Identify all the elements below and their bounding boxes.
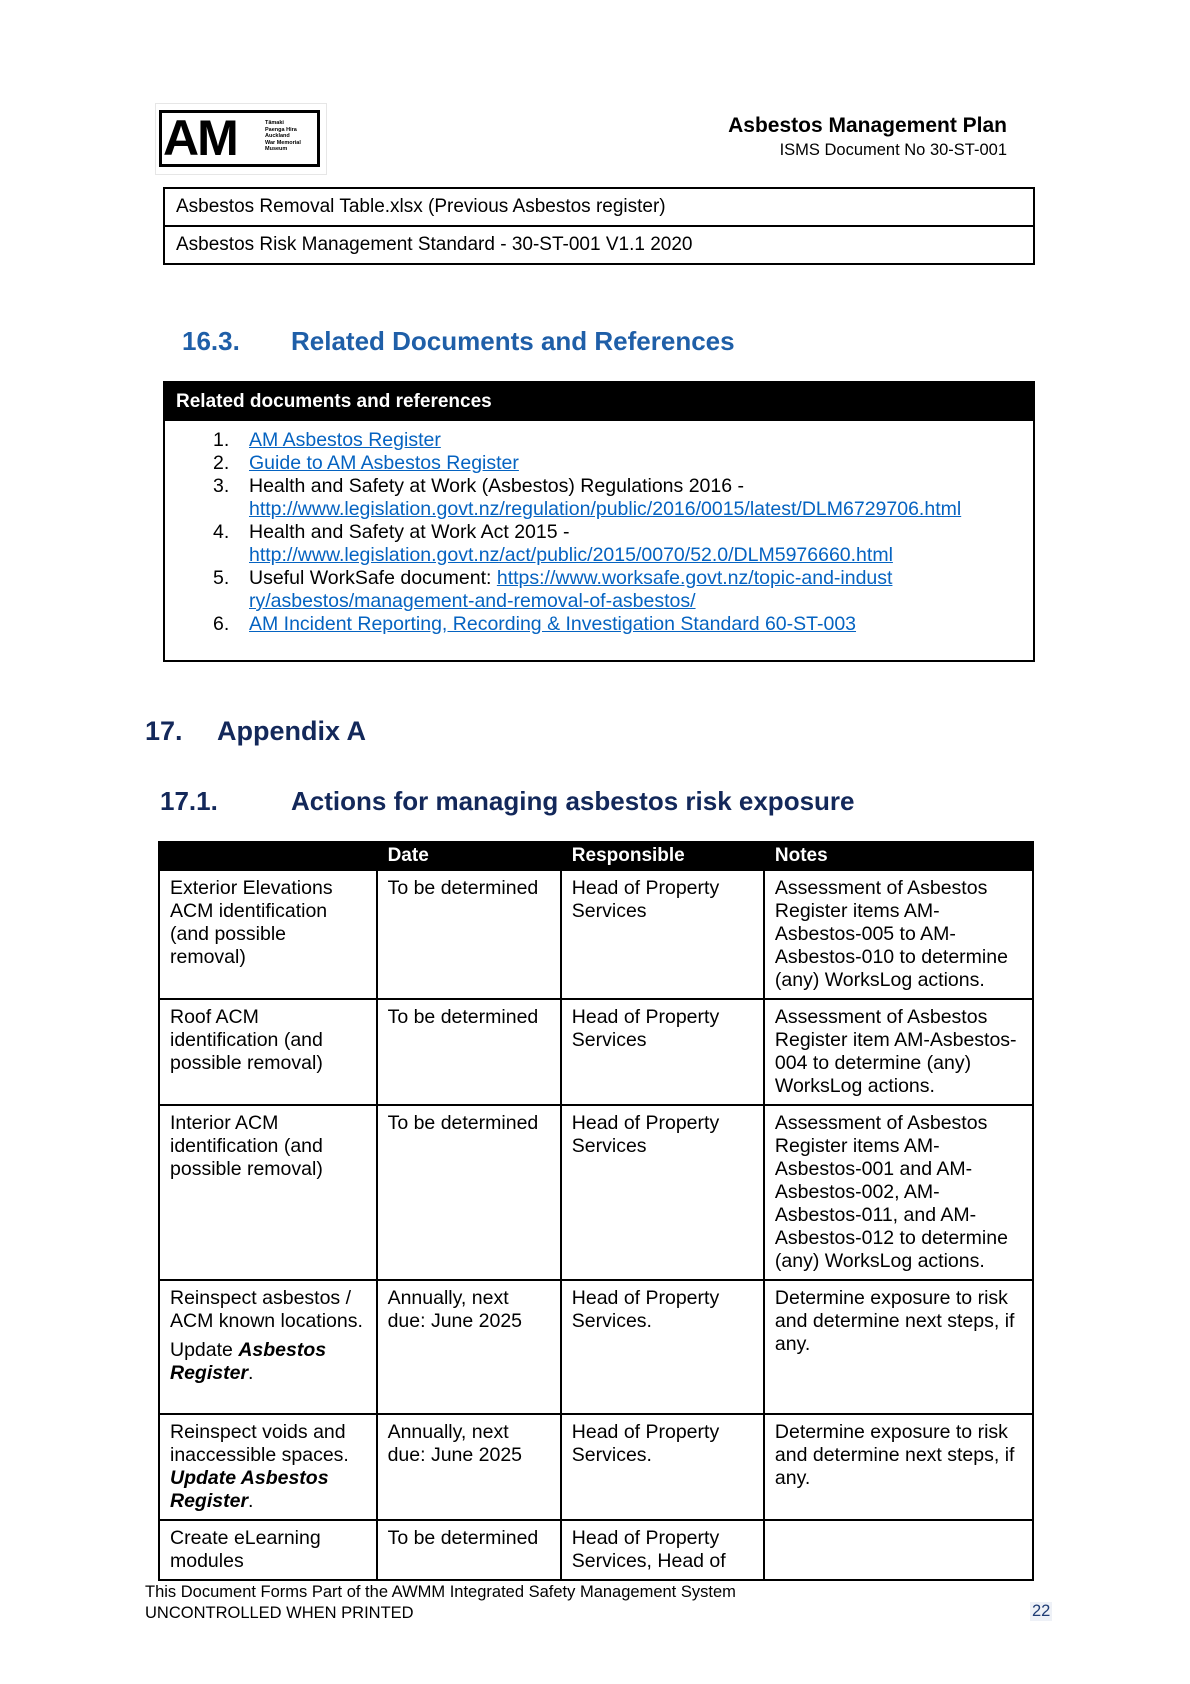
table-header-row [159, 842, 1033, 870]
reference-link[interactable]: https://www.worksafe.govt.nz/topic-and-industry/asbestos/management-and-removal-of-asbestos/ [249, 567, 893, 612]
logo-letters: AM [163, 110, 237, 166]
document-number: ISMS Document No 30-ST-001 [779, 141, 1007, 159]
list-item: 1. AM Asbestos Register [213, 429, 441, 451]
reference-link[interactable]: http://www.legislation.govt.nz/regulation/public/2016/0015/latest/DLM6729706.html [249, 498, 962, 520]
column-header: Date [377, 842, 561, 870]
action-cell: Reinspect voids and inaccessible spaces. Update Asbestos Register. [159, 1414, 377, 1520]
list-item: 2. Guide to AM Asbestos Register [213, 452, 519, 474]
section-17-number: 17. [145, 716, 183, 746]
date-cell: To be determined [377, 870, 561, 999]
responsible-cell: Head of Property Services [561, 1105, 764, 1280]
column-header: Responsible [561, 842, 764, 870]
date-cell: To be determined [377, 1105, 561, 1280]
section-17-1-number: 17.1. [160, 786, 218, 816]
action-cell: Interior ACM identification (and possible removal) [159, 1105, 377, 1280]
previous-references-table [163, 187, 1035, 265]
related-documents-header: Related documents and references [165, 383, 1033, 421]
notes-cell: Assessment of Asbestos Register item AM-Asbestos-004 to determine (any) WorksLog actions. [764, 999, 1033, 1105]
page-number: 22 [1032, 1602, 1051, 1620]
reference-link[interactable]: AM Asbestos Register [249, 429, 441, 451]
reference-text: Health and Safety at Work Act 2015 - [249, 521, 570, 543]
action-cell: Reinspect asbestos / ACM known locations. Update Asbestos Register. [159, 1280, 377, 1414]
table-cell: Asbestos Removal Table.xlsx (Previous Asbestos register) [164, 188, 1034, 226]
section-17-title: Appendix A [217, 716, 367, 746]
table-row [159, 1520, 1033, 1580]
table-row [159, 1105, 1033, 1280]
date-cell: Annually, next due: June 2025 [377, 1414, 561, 1520]
list-item: 6. AM Incident Reporting, Recording & Investigation Standard 60-ST-003 [213, 613, 857, 635]
list-item: 5. Useful WorkSafe document: https://www.worksafe.govt.nz/topic-and-industry/asbestos/management-and-removal-of-asbestos/ [213, 567, 893, 612]
column-header: Notes [764, 842, 1033, 870]
reference-link[interactable]: http://www.legislation.govt.nz/act/public/2015/0070/52.0/DLM5976660.html [249, 544, 893, 566]
footer-notice: This Document Forms Part of the AWMM Integrated Safety Management System [145, 1583, 736, 1601]
related-documents-box [163, 381, 1035, 662]
section-16-3-title: Related Documents and References [291, 326, 735, 356]
column-header [159, 842, 377, 870]
list-item: 4. Health and Safety at Work Act 2015 - http://www.legislation.govt.nz/act/public/2015/0070/52.0/DLM5976660.html [213, 521, 893, 566]
reference-text: Useful WorkSafe document: [249, 567, 497, 589]
table-row [159, 870, 1033, 999]
notes-cell [764, 1520, 1033, 1580]
table-row [159, 999, 1033, 1105]
action-cell: Roof ACM identification (and possible removal) [159, 999, 377, 1105]
notes-cell: Assessment of Asbestos Register items AM-Asbestos-005 to AM-Asbestos-010 to determine (any) WorksLog actions. [764, 870, 1033, 999]
table-row [164, 226, 1034, 264]
responsible-cell: Head of Property Services [561, 870, 764, 999]
actions-table [158, 841, 1034, 1581]
section-17-1-title: Actions for managing asbestos risk exposure [291, 786, 855, 816]
table-cell: Asbestos Risk Management Standard - 30-ST-001 V1.1 2020 [164, 226, 1034, 264]
table-row [159, 1414, 1033, 1520]
table-row [164, 188, 1034, 226]
notes-cell: Assessment of Asbestos Register items AM-Asbestos-001 and AM-Asbestos-002, AM-Asbestos-011, and AM-Asbestos-012 to determine (any) WorksLog actions. [764, 1105, 1033, 1280]
responsible-cell: Head of Property Services, Head of [561, 1520, 764, 1580]
date-cell: Annually, next due: June 2025 [377, 1280, 561, 1414]
action-cell: Exterior Elevations ACM identification (and possible removal) [159, 870, 377, 999]
footer-uncontrolled: UNCONTROLLED WHEN PRINTED [145, 1604, 414, 1622]
related-documents-list [165, 421, 1033, 660]
responsible-cell: Head of Property Services [561, 999, 764, 1105]
reference-link[interactable]: AM Incident Reporting, Recording & Investigation Standard 60-ST-003 [249, 613, 857, 635]
responsible-cell: Head of Property Services. [561, 1414, 764, 1520]
section-16-3-number: 16.3. [182, 326, 240, 356]
date-cell: To be determined [377, 999, 561, 1105]
responsible-cell: Head of Property Services. [561, 1280, 764, 1414]
notes-cell: Determine exposure to risk and determine next steps, if any. [764, 1414, 1033, 1520]
list-item: 3. Health and Safety at Work (Asbestos) Regulations 2016 - http://www.legislation.govt.nz/regulation/public/2016/0015/latest/DLM6729706.html [213, 475, 962, 520]
document-title: Asbestos Management Plan [728, 114, 1007, 137]
table-row [159, 1280, 1033, 1414]
notes-cell: Determine exposure to risk and determine next steps, if any. [764, 1280, 1033, 1414]
reference-text: Health and Safety at Work (Asbestos) Regulations 2016 - [249, 475, 744, 497]
logo-subtext: Tāmaki Paenga Hira Auckland War Memorial Museum [265, 120, 301, 152]
action-cell: Create eLearning modules [159, 1520, 377, 1580]
reference-link[interactable]: Guide to AM Asbestos Register [249, 452, 519, 474]
date-cell: To be determined [377, 1520, 561, 1580]
